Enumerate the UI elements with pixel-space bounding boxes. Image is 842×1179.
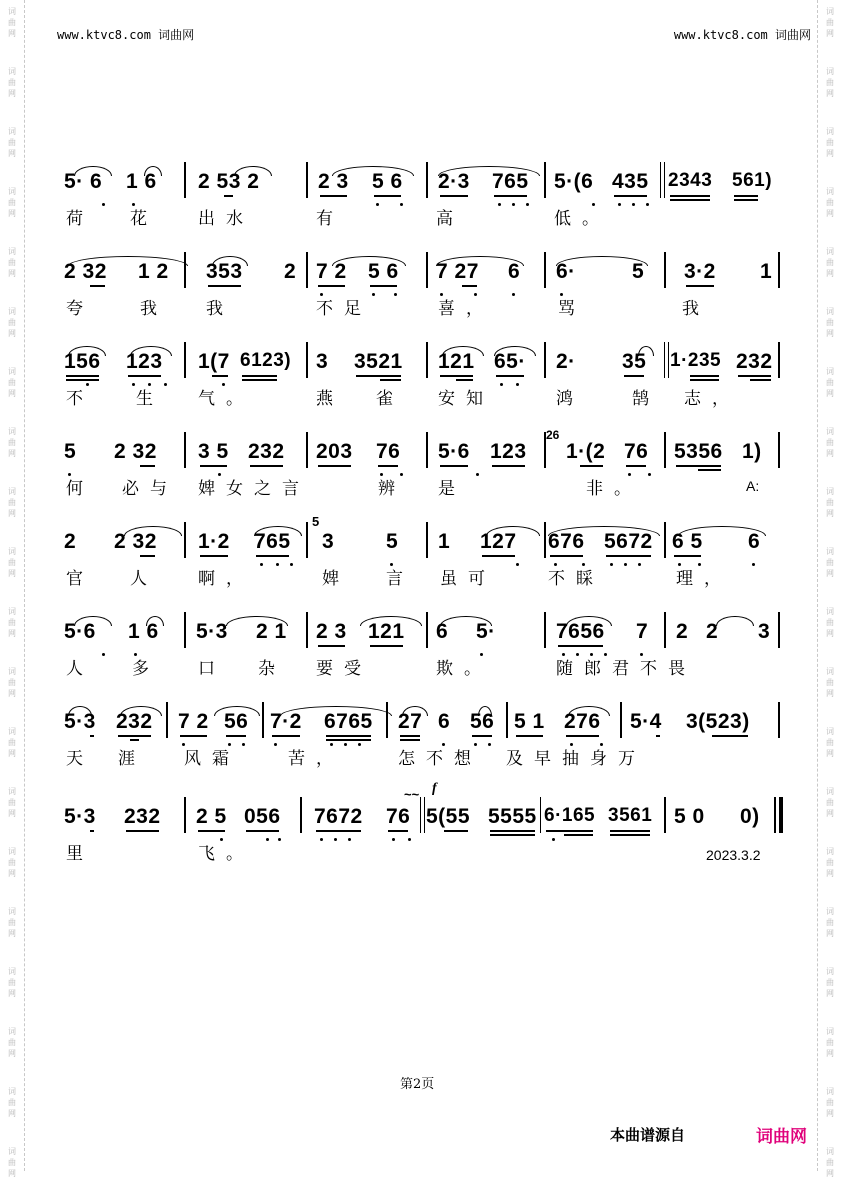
note-group: 5 6: [368, 260, 399, 284]
note-group: 5 6: [372, 170, 403, 194]
barline: [306, 612, 308, 648]
notes-row: [60, 250, 782, 290]
watermark-text: 词 曲 网: [8, 667, 16, 698]
lyric: 安知: [438, 389, 494, 409]
barline: [544, 612, 546, 648]
note-group: 7672: [314, 805, 363, 829]
note-group: 7·2: [270, 710, 302, 734]
lyric: 婢: [322, 569, 350, 589]
note-group: 2 32: [64, 260, 107, 284]
lyrics-row: [60, 474, 782, 498]
note-group: 232: [736, 350, 773, 374]
barline: [306, 432, 308, 468]
barline: [306, 252, 308, 288]
notes-row: [60, 610, 782, 650]
lyrics-row: [60, 204, 782, 228]
note-group: 156: [64, 350, 101, 374]
watermark-text: 词 曲 网: [8, 307, 16, 338]
trill-mark: ~~: [404, 787, 420, 802]
note-group: 6·165: [544, 805, 595, 827]
lyric: 鸿: [556, 389, 584, 409]
lyric: 婢女之言: [198, 479, 310, 499]
barline: [426, 342, 428, 378]
barline: [544, 342, 546, 378]
barline: [664, 252, 666, 288]
lyric: 辨: [378, 479, 406, 499]
lyric: 我: [140, 299, 168, 319]
note-group: 2: [676, 620, 689, 643]
barline: [426, 522, 428, 558]
notes-row: [60, 430, 782, 470]
watermark-text: 词 曲 网: [826, 367, 834, 398]
barline: [426, 162, 428, 198]
lyric: 啊，: [198, 569, 254, 589]
barline: [426, 432, 428, 468]
watermark-text: 词 曲 网: [826, 1087, 834, 1118]
lyrics-row: [60, 384, 782, 408]
lyric: 随郎君不畏: [556, 659, 696, 679]
note-group: 0): [740, 805, 760, 828]
barline: [506, 702, 508, 738]
lyric: 出水: [198, 209, 254, 229]
watermark-text: 词 曲 网: [8, 67, 16, 98]
barline: [306, 522, 308, 558]
barline: [386, 702, 388, 738]
watermark-text: 词 曲 网: [8, 247, 16, 278]
watermark-text: 词 曲 网: [8, 1087, 16, 1118]
note-group: 6: [438, 710, 450, 734]
lyric: 必与: [122, 479, 178, 499]
note-group: 676: [548, 530, 585, 554]
note-group: 2 5: [196, 805, 227, 829]
note-group: 5: [632, 260, 645, 283]
note-group: 1 6: [126, 170, 157, 194]
note-group: 5(55: [426, 805, 470, 829]
header-site-left[interactable]: www.ktvc8.com 词曲网: [57, 28, 195, 42]
watermark-text: 词 曲 网: [8, 1027, 16, 1058]
barline: [664, 432, 666, 468]
lyric: 志，: [684, 389, 740, 409]
barline: [184, 522, 186, 558]
barline: [300, 797, 302, 833]
dynamic-mark: f: [432, 781, 437, 796]
notes-row: [60, 514, 782, 560]
watermark-text: 词 曲 网: [826, 247, 834, 278]
note-group: 76: [624, 440, 648, 464]
note-group: 1·235: [670, 350, 721, 372]
barline: [660, 162, 661, 198]
note-group: 76: [386, 805, 410, 829]
notes-row: [60, 700, 782, 740]
watermark-text: 词 曲 网: [826, 727, 834, 758]
note-group: 5356: [674, 440, 723, 464]
note-group: 7: [636, 620, 648, 644]
lyrics-row: [60, 564, 782, 588]
lyric: 燕: [316, 389, 344, 409]
lyric: 我: [206, 299, 234, 319]
lyric: 官: [66, 569, 94, 589]
barline: [424, 797, 425, 833]
barline: [778, 342, 780, 378]
barline: [166, 702, 168, 738]
barline: [774, 797, 776, 833]
watermark-text: 词 曲 网: [826, 787, 834, 818]
beat-mark: 26: [546, 428, 560, 442]
lyrics-row: [60, 839, 782, 863]
barline: [426, 612, 428, 648]
source-label: 本曲谱源自: [610, 1126, 686, 1144]
note-group: 65·: [494, 350, 526, 374]
note-group: 5672: [604, 530, 653, 554]
note-group: 123: [490, 440, 527, 464]
barline: [778, 252, 780, 288]
watermark-text: 词 曲 网: [8, 367, 16, 398]
watermark-text: 词 曲 网: [826, 607, 834, 638]
note-group: 3: [316, 350, 329, 373]
watermark-text: 词 曲 网: [826, 127, 834, 158]
note-group: 5: [386, 530, 398, 554]
note-group: 3: [322, 530, 335, 553]
note-group: 765: [254, 530, 291, 554]
note-group: 35: [622, 350, 646, 374]
barline: [184, 612, 186, 648]
note-group: 5·3: [196, 620, 228, 644]
final-barline: [779, 797, 783, 833]
note-group: 1: [760, 260, 773, 283]
note-group: 5· 6: [64, 170, 102, 194]
lyric: 骂: [558, 299, 586, 319]
note-group: 7 27: [436, 260, 479, 284]
lyric: 天: [66, 749, 94, 769]
note-group: 5·6: [438, 440, 470, 464]
note-group: 232: [248, 440, 285, 464]
note-group: 7 2: [316, 260, 347, 284]
lyric: 非。: [586, 479, 642, 499]
lyric: 及早抽身万: [506, 749, 646, 769]
barline: [540, 797, 541, 833]
watermark-text: 词 曲 网: [8, 607, 16, 638]
note-group: 1·(2: [566, 440, 605, 464]
note-group: 6 5: [672, 530, 703, 554]
note-group: 27: [398, 710, 422, 734]
tempo-mark: 5: [312, 514, 320, 529]
notes-row: [60, 160, 782, 200]
lyric: 人: [130, 569, 158, 589]
note-group: 6: [436, 620, 448, 644]
note-group: 435: [612, 170, 649, 194]
watermark-text: 词 曲 网: [8, 967, 16, 998]
watermark-text: 词 曲 网: [8, 487, 16, 518]
lyrics-row: [60, 294, 782, 318]
lyric: 何: [66, 479, 94, 499]
barline: [420, 797, 421, 833]
lyric: 要受: [316, 659, 372, 679]
watermark-text: 词 曲 网: [826, 67, 834, 98]
watermark-text: 词 曲 网: [8, 427, 16, 458]
watermark-text: 词 曲 网: [8, 907, 16, 938]
barline: [184, 797, 186, 833]
note-group: 6: [508, 260, 520, 284]
note-group: 2 3: [316, 620, 347, 644]
lyric: 虽可: [440, 569, 496, 589]
lyric: 低。: [554, 209, 610, 229]
lyric: 理，: [676, 569, 732, 589]
barline: [184, 162, 186, 198]
lyric: 生: [136, 389, 164, 409]
lyric: 苦，: [288, 749, 344, 769]
left-margin: [0, 0, 25, 1178]
note-group: 5: [64, 440, 76, 464]
watermark-text: 词 曲 网: [8, 187, 16, 218]
watermark-text: 词 曲 网: [8, 787, 16, 818]
lyric: 人: [66, 659, 94, 679]
note-group: 56: [224, 710, 248, 734]
note-group: 1 6: [128, 620, 159, 644]
note-group: 5·3: [64, 805, 96, 829]
lyric: 不足: [316, 299, 372, 319]
note-group: 1(7: [198, 350, 230, 374]
note-group: 2 3: [318, 170, 349, 194]
note-group: 232: [116, 710, 153, 734]
note-group: 1·2: [198, 530, 230, 554]
note-group: 5·6: [64, 620, 96, 644]
page-number: 第2页: [400, 1077, 435, 1092]
note-group: 3: [758, 620, 771, 643]
note-group: 123: [126, 350, 163, 374]
watermark-text: 词 曲 网: [826, 967, 834, 998]
lyric: 不: [66, 389, 94, 409]
note-group: 5555: [488, 805, 537, 829]
watermark-text: 词 曲 网: [826, 847, 834, 878]
note-group: 1): [742, 440, 762, 463]
barline: [184, 432, 186, 468]
note-group: 121: [368, 620, 405, 644]
lyric: 喜，: [438, 299, 494, 319]
note-group: 6765: [324, 710, 373, 734]
note-group: 2 32: [114, 530, 157, 554]
note-group: 5·4: [630, 710, 662, 734]
note-group: 2: [64, 530, 77, 553]
note-group: 127: [480, 530, 517, 554]
watermark-text: 词 曲 网: [826, 547, 834, 578]
notes-row: [60, 340, 782, 380]
lyrics-row: [60, 744, 782, 768]
lyric: 有: [316, 209, 344, 229]
note-group: 2: [284, 260, 297, 283]
lyric: 荷: [66, 209, 94, 229]
watermark-text: 词 曲 网: [826, 7, 834, 38]
barline: [664, 162, 665, 198]
note-group: 3 5: [198, 440, 229, 464]
note-group: 561): [732, 170, 772, 192]
watermark-text: 词 曲 网: [8, 1147, 16, 1178]
lyric: 夸: [66, 299, 94, 319]
brand-logo[interactable]: 词曲网: [756, 1127, 807, 1147]
watermark-text: 词 曲 网: [826, 1147, 834, 1178]
note-group: 7 2: [178, 710, 209, 734]
note-group: 353: [206, 260, 243, 284]
lyric: 里: [66, 844, 94, 864]
lyric: 怎不想: [398, 749, 482, 769]
note-group: 3521: [354, 350, 403, 374]
barline: [306, 342, 308, 378]
lyric: 是: [438, 479, 466, 499]
lyric: 雀: [376, 389, 404, 409]
note-group: 1 2: [138, 260, 169, 283]
lyric: 高: [436, 209, 464, 229]
lyric: 气。: [198, 389, 254, 409]
barline: [184, 252, 186, 288]
barline: [544, 162, 546, 198]
watermark-text: 词 曲 网: [826, 1027, 834, 1058]
barline: [664, 522, 666, 558]
lyric: 不睬: [548, 569, 604, 589]
watermark-text: 词 曲 网: [826, 667, 834, 698]
note-group: 76: [376, 440, 400, 464]
barline: [544, 252, 546, 288]
barline: [426, 252, 428, 288]
barline: [664, 612, 666, 648]
note-group: 7656: [556, 620, 605, 644]
note-group: 765: [492, 170, 529, 194]
note-group: 6: [748, 530, 760, 554]
note-group: 5 1: [514, 710, 545, 734]
note-group: 2: [706, 620, 718, 644]
watermark-text: 词 曲 网: [8, 127, 16, 158]
note-group: 2·: [556, 350, 576, 373]
watermark-text: 词 曲 网: [826, 307, 834, 338]
barline: [664, 342, 665, 378]
note-group: 203: [316, 440, 353, 464]
note-group: 5·(6: [554, 170, 593, 194]
lyric: 飞。: [198, 844, 254, 864]
right-margin: [817, 0, 842, 1178]
barline: [668, 342, 669, 378]
lyric: 花: [130, 209, 158, 229]
watermark-text: 词 曲 网: [8, 547, 16, 578]
barline: [778, 432, 780, 468]
barline: [664, 797, 666, 833]
barline: [184, 342, 186, 378]
barline: [778, 612, 780, 648]
lyric: 涯: [118, 749, 146, 769]
barline: [620, 702, 622, 738]
note-group: 56: [470, 710, 494, 734]
lyric: 杂: [258, 659, 286, 679]
watermark-text: 词 曲 网: [826, 487, 834, 518]
watermark-text: 词 曲 网: [826, 907, 834, 938]
note-group: 2 53 2: [198, 170, 259, 194]
watermark-text: 词 曲 网: [8, 847, 16, 878]
note-group: 3·2: [684, 260, 716, 284]
note-group: 5 0: [674, 805, 705, 828]
lyric: 风霜: [184, 749, 240, 769]
watermark-text: 词 曲 网: [8, 727, 16, 758]
date-label: 2023.3.2: [706, 847, 761, 863]
header-site-right[interactable]: www.ktvc8.com 词曲网: [673, 28, 811, 42]
note-group: 2 32: [114, 440, 157, 464]
note-group: 3561: [608, 805, 652, 827]
repeat-mark: A:: [746, 478, 760, 494]
note-group: 3(523): [686, 710, 750, 734]
lyric: 鹄: [632, 389, 660, 409]
notes-row: [60, 781, 782, 835]
note-group: 121: [438, 350, 475, 374]
barline: [262, 702, 264, 738]
note-group: 6123): [240, 350, 291, 372]
note-group: 2343: [668, 170, 712, 192]
note-group: 1: [438, 530, 451, 553]
lyric: 口: [198, 659, 226, 679]
note-group: 5·3: [64, 710, 96, 734]
lyric: 我: [682, 299, 710, 319]
lyric: 言: [386, 569, 414, 589]
note-group: 2·3: [438, 170, 470, 194]
note-group: 5·: [476, 620, 496, 644]
watermark-text: 词 曲 网: [8, 7, 16, 38]
note-group: 276: [564, 710, 601, 734]
lyric: 欺。: [436, 659, 492, 679]
note-group: 232: [124, 805, 161, 829]
barline: [778, 702, 780, 738]
watermark-text: 词 曲 网: [826, 187, 834, 218]
barline: [306, 162, 308, 198]
lyric: 多: [132, 659, 160, 679]
watermark-text: 词 曲 网: [826, 427, 834, 458]
lyrics-row: [60, 654, 782, 678]
note-group: 6·: [556, 260, 576, 284]
note-group: 056: [244, 805, 281, 829]
barline: [544, 522, 546, 558]
note-group: 2 1: [256, 620, 287, 643]
